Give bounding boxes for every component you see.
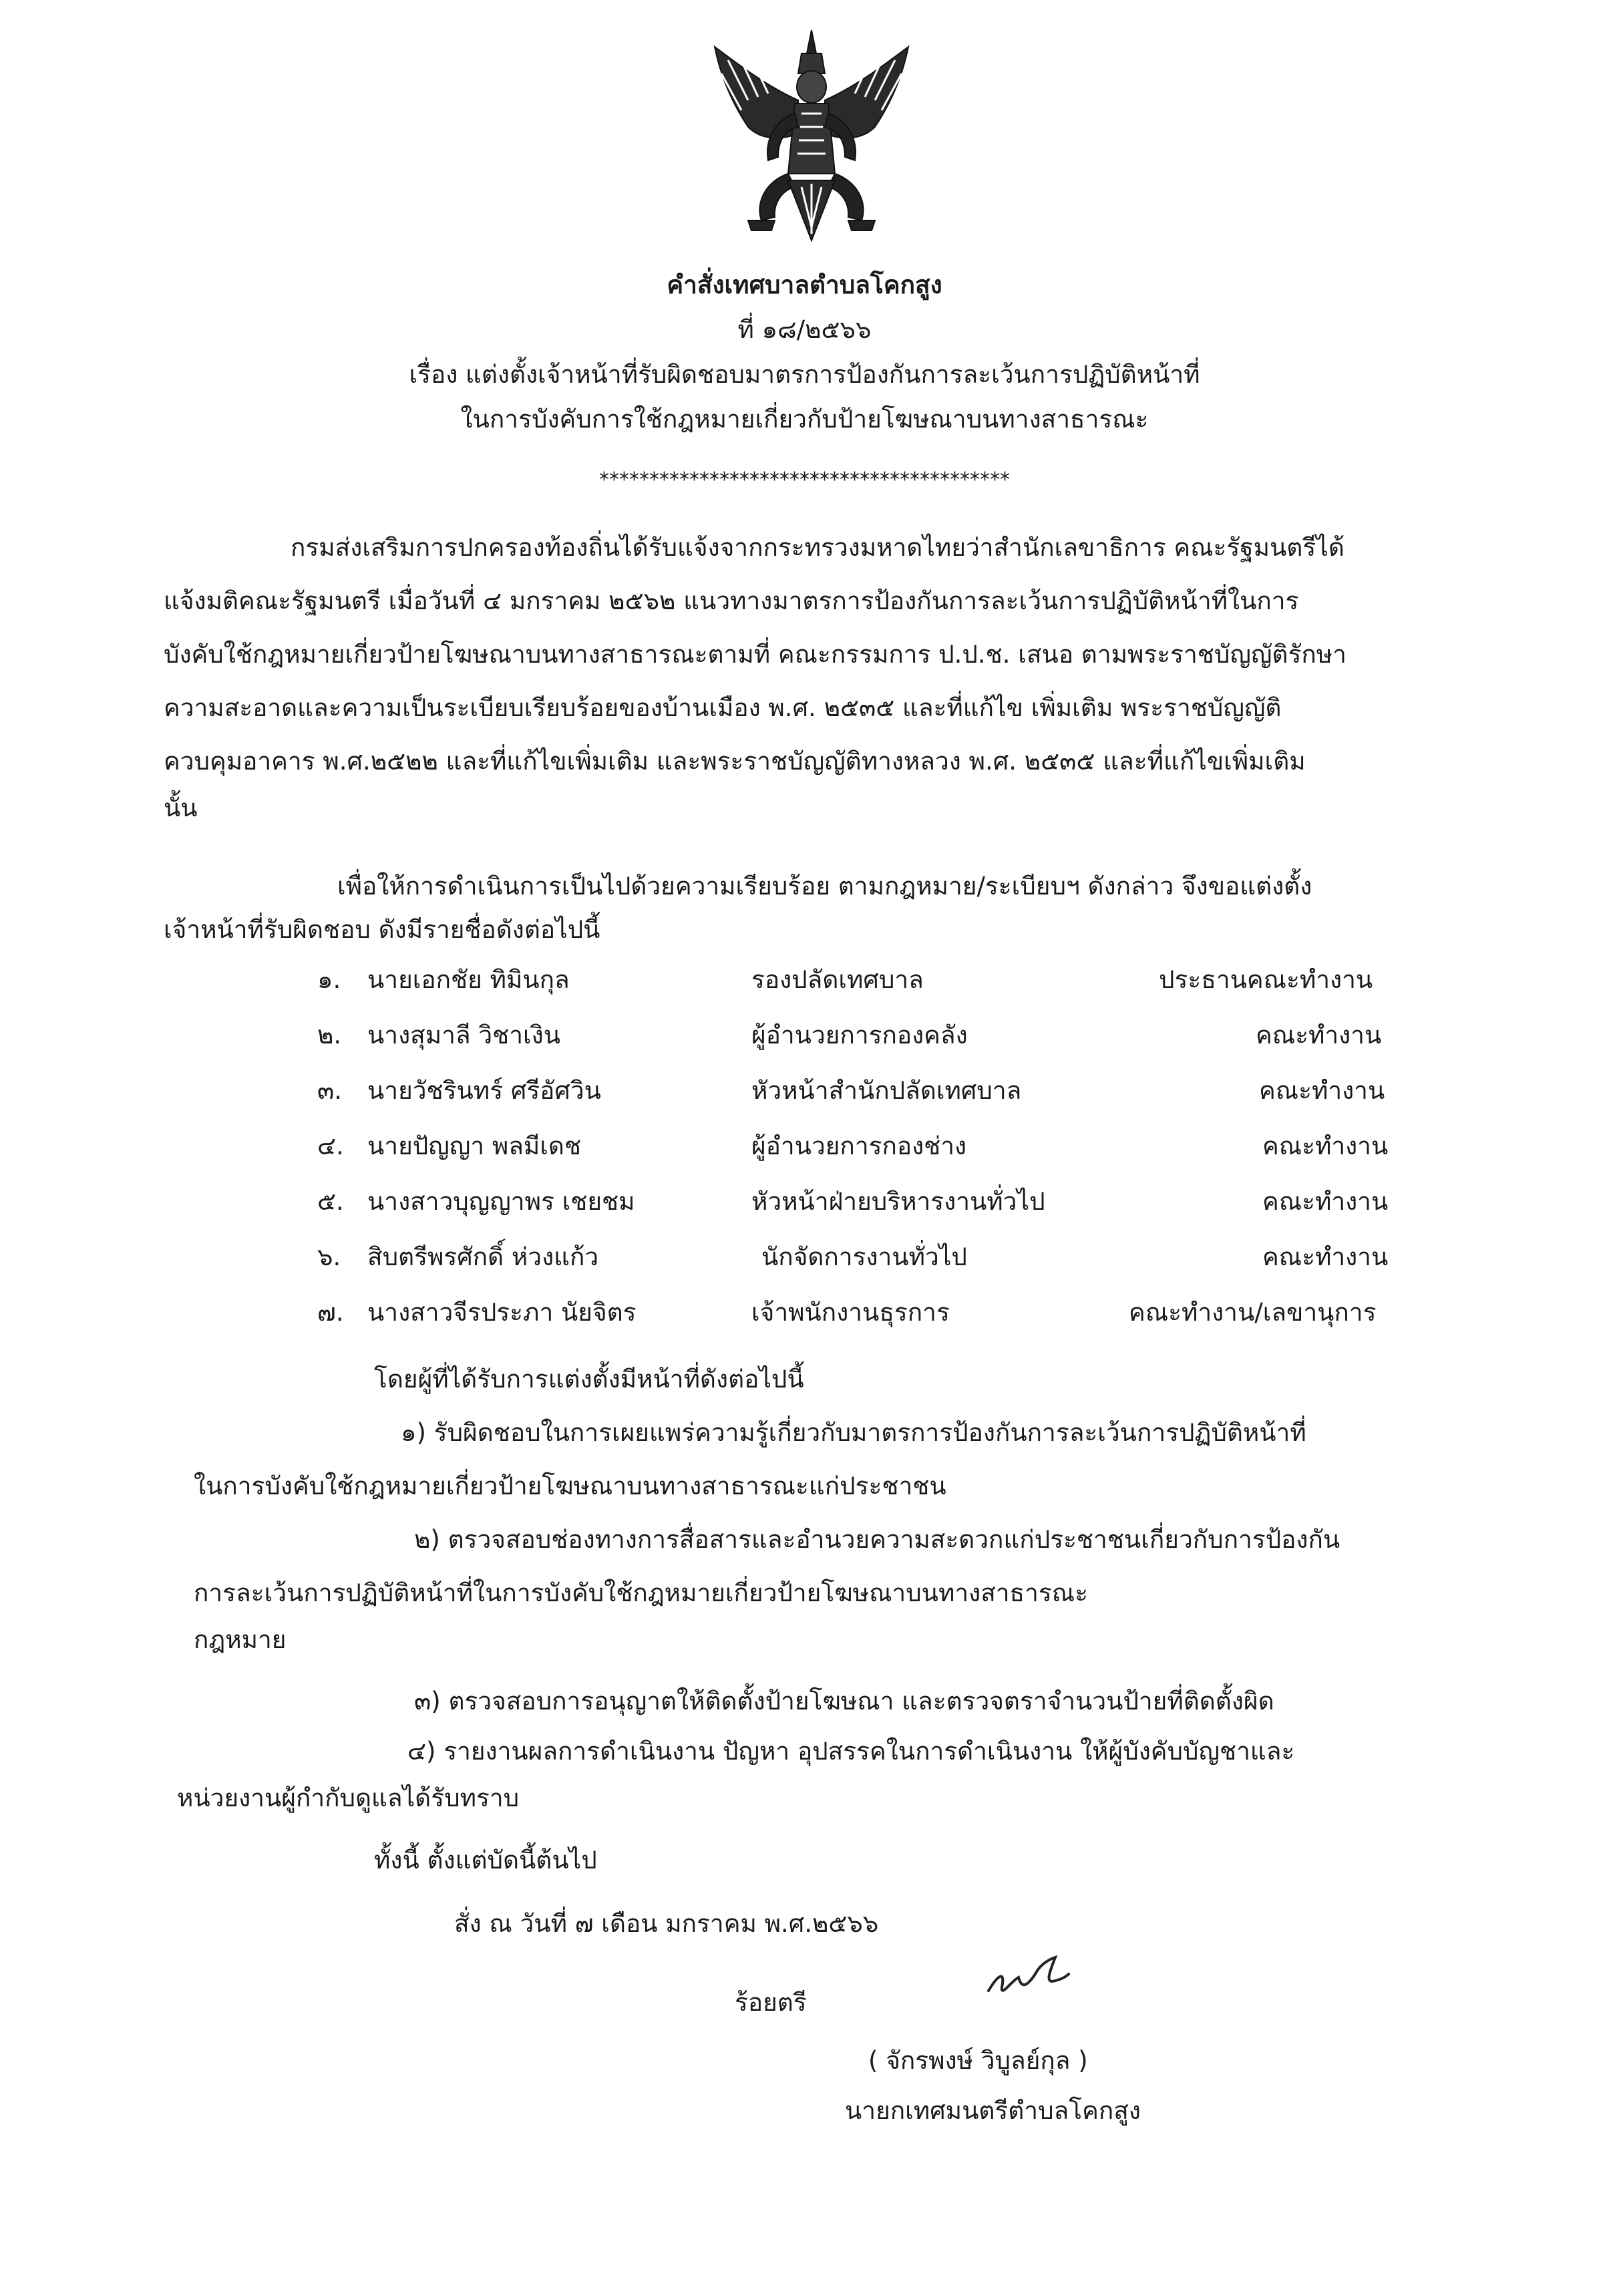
duty-4-line-2: หน่วยงานผู้กำกับดูแลได้รับทราบ (177, 1784, 520, 1812)
purpose-line-2: เจ้าหน้าที่รับผิดชอบ ดังมีรายชื่อดังต่อไปนี้ (164, 915, 600, 944)
order-number: ที่ ๑๘/๒๕๖๖ (737, 315, 872, 344)
intro-line-1: กรมส่งเสริมการปกครองท้องถิ่นได้รับแจ้งจากกระทรวงมหาดไทยว่าสำนักเลขาธิการ คณะรัฐมนตรีได้ (291, 533, 1345, 562)
member-name: นางสุมาลี วิชาเงิน (367, 1021, 560, 1049)
order-date: สั่ง ณ วันที่ ๗ เดือน มกราคม พ.ศ.๒๕๖๖ (454, 1909, 879, 1938)
member-role: คณะทำงาน (1262, 1132, 1389, 1160)
duty-1-line-2: ในการบังคับใช้กฎหมายเกี่ยวป้ายโฆษณาบนทางสาธารณะแก่ประชาชน (194, 1472, 946, 1500)
garuda-emblem-icon (701, 27, 922, 254)
intro-line-6: นั้น (164, 794, 198, 822)
member-name: นายเอกชัย ทิมินกุล (367, 965, 570, 994)
duty-4-line-1: ๔) รายงานผลการดำเนินงาน ปัญหา อุปสรรคในการดำเนินงาน ให้ผู้บังคับบัญชาและ (407, 1737, 1295, 1766)
member-name: นายวัชรินทร์ ศรีอัศวิน (367, 1076, 601, 1105)
member-role: คณะทำงาน (1256, 1021, 1382, 1049)
duty-2-line-3: กฎหมาย (194, 1625, 287, 1654)
member-row (0, 1182, 1609, 1222)
separator-line: ***************************************** (599, 468, 1010, 492)
member-number: ๔. (317, 1132, 344, 1160)
intro-line-2: แจ้งมติคณะรัฐมนตรี เมื่อวันที่ ๔ มกราคม ๒๕๖๒ แนวทางมาตรการป้องกันการละเว้นการปฏิบัติหน้าที่ในการ (164, 587, 1299, 615)
member-position: นักจัดการงานทั่วไป (761, 1243, 967, 1271)
member-row (0, 1015, 1609, 1055)
member-name: นางสาวบุญญาพร เชยชม (367, 1187, 635, 1216)
subject-line-1: เรื่อง แต่งตั้งเจ้าหน้าที่รับผิดชอบมาตรการป้องกันการละเว้นการปฏิบัติหน้าที่ (409, 360, 1200, 389)
member-name: นายปัญญา พลมีเดช (367, 1132, 582, 1160)
member-number: ๑. (317, 965, 341, 994)
member-role: คณะทำงาน (1262, 1243, 1389, 1271)
member-row (0, 1126, 1609, 1166)
member-position: รองปลัดเทศบาล (751, 965, 924, 994)
member-row (0, 1071, 1609, 1111)
duties-intro: โดยผู้ที่ได้รับการแต่งตั้งมีหน้าที่ดังต่อไปนี้ (374, 1365, 804, 1393)
member-number: ๖. (317, 1243, 341, 1271)
member-role: คณะทำงาน (1259, 1076, 1385, 1105)
handwritten-signature-icon (982, 1954, 1075, 2007)
signatory-rank: ร้อยตรี (735, 1988, 807, 2017)
duty-1-line-1: ๑) รับผิดชอบในการเผยแพร่ความรู้เกี่ยวกับมาตรการป้องกันการละเว้นการปฏิบัติหน้าที่ (401, 1418, 1306, 1447)
effective-statement: ทั้งนี้ ตั้งแต่บัดนี้ต้นไป (374, 1846, 597, 1874)
duty-3-line-1: ๓) ตรวจสอบการอนุญาตให้ติดตั้งป้ายโฆษณา และตรวจตราจำนวนป้ายที่ติดตั้งผิด (414, 1687, 1274, 1715)
member-position: ผู้อำนวยการกองคลัง (751, 1021, 968, 1049)
member-position: หัวหน้าสำนักปลัดเทศบาล (751, 1076, 1022, 1105)
member-number: ๕. (317, 1187, 344, 1216)
signatory-title: นายกเทศมนตรีตำบลโคกสูง (845, 2096, 1141, 2125)
duty-2-line-2: การละเว้นการปฏิบัติหน้าที่ในการบังคับใช้กฎหมายเกี่ยวป้ายโฆษณาบนทางสาธารณะ (194, 1579, 1088, 1607)
member-position: หัวหน้าฝ่ายบริหารงานทั่วไป (751, 1187, 1045, 1216)
intro-line-5: ควบคุมอาคาร พ.ศ.๒๕๒๒ และที่แก้ไขเพิ่มเติม และพระราชบัญญัติทางหลวง พ.ศ. ๒๕๓๕ และที่แก้ไขเพิ่มเติม (164, 747, 1306, 776)
member-role: ประธานคณะทำงาน (1159, 965, 1373, 994)
signatory-name: ( จักรพงษ์ วิบูลย์กุล ) (868, 2046, 1088, 2075)
subject-line-2: ในการบังคับการใช้กฎหมายเกี่ยวกับป้ายโฆษณาบนทางสาธารณะ (460, 405, 1149, 434)
member-name: สิบตรีพรศักดิ์ ห่วงแก้ว (367, 1243, 599, 1271)
member-role: คณะทำงาน (1262, 1187, 1389, 1216)
member-row (0, 1293, 1609, 1333)
purpose-line-1: เพื่อให้การดำเนินการเป็นไปด้วยความเรียบร้อย ตามกฎหมาย/ระเบียบฯ ดังกล่าว จึงขอแต่งตั้ง (337, 872, 1312, 900)
member-row (0, 1237, 1609, 1277)
member-position: เจ้าพนักงานธุรการ (751, 1298, 950, 1327)
member-number: ๓. (317, 1076, 343, 1105)
intro-line-4: ความสะอาดและความเป็นระเบียบเรียบร้อยของบ้านเมือง พ.ศ. ๒๕๓๕ และที่แก้ไข เพิ่มเติม พระราชบัญญัติ (164, 693, 1282, 722)
member-number: ๒. (317, 1021, 342, 1049)
member-position: ผู้อำนวยการกองช่าง (751, 1132, 967, 1160)
duty-2-line-1: ๒) ตรวจสอบช่องทางการสื่อสารและอำนวยความสะดวกแก่ประชาชนเกี่ยวกับการป้องกัน (414, 1525, 1340, 1554)
intro-line-3: บังคับใช้กฎหมายเกี่ยวป้ายโฆษณาบนทางสาธารณะตามที่ คณะกรรมการ ป.ป.ช. เสนอ ตามพระราชบัญญัติรักษา (164, 640, 1347, 669)
member-role: คณะทำงาน/เลขานุการ (1129, 1298, 1377, 1327)
order-title: คำสั่งเทศบาลตำบลโคกสูง (667, 271, 942, 299)
member-row (0, 960, 1609, 1000)
member-number: ๗. (317, 1298, 344, 1327)
member-name: นางสาวจีรประภา นัยจิตร (367, 1298, 637, 1327)
